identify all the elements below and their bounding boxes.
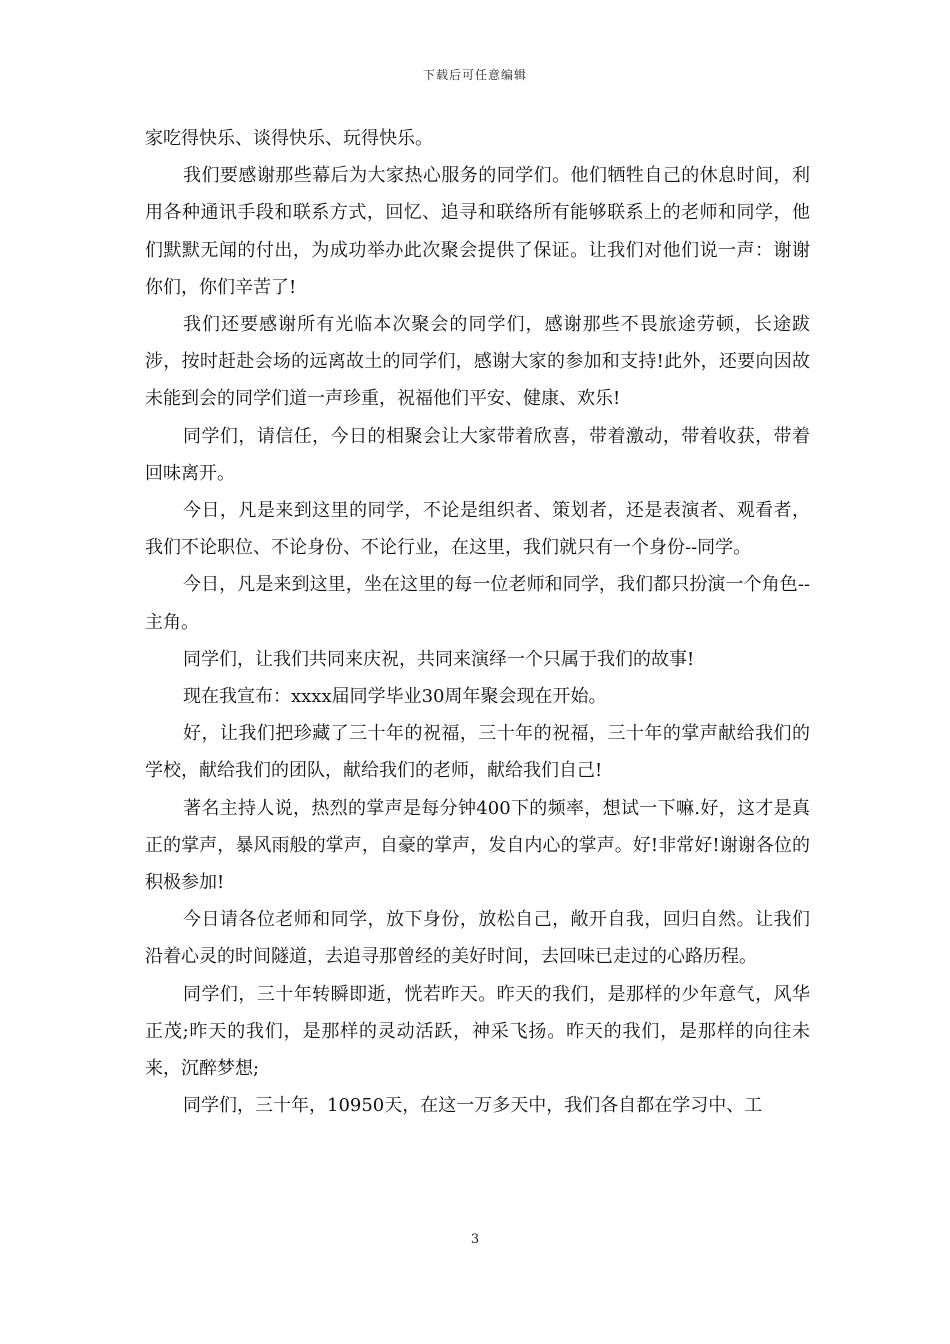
paragraph-2: 我们要感谢那些幕后为大家热心服务的同学们。他们牺牲自己的休息时间，利用各种通讯手段和联系方式，回忆、追寻和联络所有能够联系上的老师和同学，他们默默无闻的付出，为成功举办此次聚会提供了保证。让我们对他们说一声：谢谢你们，你们辛苦了! (145, 165, 810, 298)
paragraph-11: 今日请各位老师和同学，放下身份，放松自己，敞开自我，回归自然。让我们沿着心灵的时间隧道，去追寻那曾经的美好时间，去回味已走过的心路历程。 (145, 909, 810, 968)
paragraph-12: 同学们，三十年转瞬即逝，恍若昨天。昨天的我们，是那样的少年意气，风华正茂;昨天的我们，是那样的灵动活跃，神采飞扬。昨天的我们，是那样的向往未来，沉醉梦想; (145, 983, 810, 1080)
paragraph-5: 今日，凡是来到这里的同学，不论是组织者、策划者，还是表演者、观看者，我们不论职位、不论身份、不论行业，在这里，我们就只有一个身份--同学。 (145, 500, 810, 559)
paragraph-3: 我们还要感谢所有光临本次聚会的同学们，感谢那些不畏旅途劳顿，长途跋涉，按时赶赴会场的远离故土的同学们，感谢大家的参加和支持!此外，还要向因故未能到会的同学们道一声珍重，祝福他们平安、健康、欢乐! (145, 314, 810, 410)
paragraph-8: 现在我宣布：xxxx届同学毕业30周年聚会现在开始。 (183, 686, 607, 708)
paragraph-6: 今日，凡是来到这里，坐在这里的每一位老师和同学，我们都只扮演一个角色--主角。 (145, 574, 810, 633)
page-number: 3 (470, 1232, 480, 1247)
document-body (145, 120, 810, 1124)
paragraph-7: 同学们，让我们共同来庆祝，共同来演绎一个只属于我们的故事! (183, 648, 695, 670)
page-header: 下载后可任意编辑 (422, 68, 527, 82)
paragraph-4: 同学们，请信任，今日的相聚会让大家带着欣喜，带着激动，带着收获，带着回味离开。 (145, 425, 810, 484)
paragraph-1: 家吃得快乐、谈得快乐、玩得快乐。 (145, 128, 433, 149)
paragraph-10: 著名主持人说，热烈的掌声是每分钟400下的频率，想试一下嘛.好，这才是真正的掌声，暴风雨般的掌声，自豪的掌声，发自内心的掌声。好!非常好!谢谢各位的积极参加! (145, 797, 810, 894)
paragraph-13: 同学们，三十年，10950天，在这一万多天中，我们各自都在学习中、工 (183, 1095, 763, 1117)
paragraph-9: 好，让我们把珍藏了三十年的祝福，三十年的祝福，三十年的掌声献给我们的学校，献给我们的团队，献给我们的老师，献给我们自己! (145, 723, 810, 782)
